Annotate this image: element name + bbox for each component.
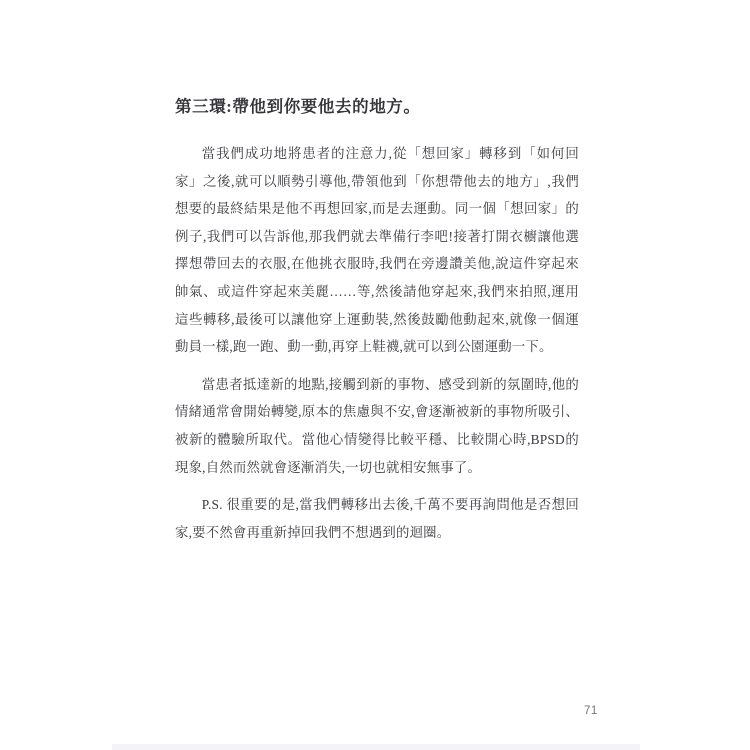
page-edge-shadow bbox=[112, 744, 640, 750]
page-number: 71 bbox=[584, 705, 598, 717]
body-text-block bbox=[175, 140, 579, 546]
section-heading: 第三環:帶他到你要他去的地方。 bbox=[175, 97, 421, 116]
paragraph-1: 當我們成功地將患者的注意力,從「想回家」轉移到「如何回家」之後,就可以順勢引導他,帶領他到「你想帶他去的地方」,我們想要的最終結果是他不再想回家,而是去運動。同一個「想回家」的例子,我們可以告訴他,那我們就去準備行李吧!接著打開衣櫥讓他選擇想帶回去的衣服,在他挑衣服時,我們在旁邊讚美他,說這件穿起來帥氣、或這件穿起來美麗……等,然後請他穿起來,我們來拍照,運用這些轉移,最後可以讓他穿上運動裝,然後鼓勵他動起來,就像一個運動員一樣,跑一跑、動一動,再穿上鞋襪,就可以到公園運動一下。 bbox=[175, 146, 579, 355]
paragraph-3-postscript: P.S. 很重要的是,當我們轉移出去後,千萬不要再詢問他是否想回家,要不然會再重新掉回我們不想遇到的迴圈。 bbox=[175, 497, 579, 540]
paragraph-2: 當患者抵達新的地點,接觸到新的事物、感受到新的氛圍時,他的情緒通常會開始轉變,原本的焦慮與不安,會逐漸被新的事物所吸引、被新的體驗所取代。當他心情變得比較平穩、比較開心時,BPSD的現象,自然而然就會逐漸消失,一切也就相安無事了。 bbox=[175, 376, 579, 475]
